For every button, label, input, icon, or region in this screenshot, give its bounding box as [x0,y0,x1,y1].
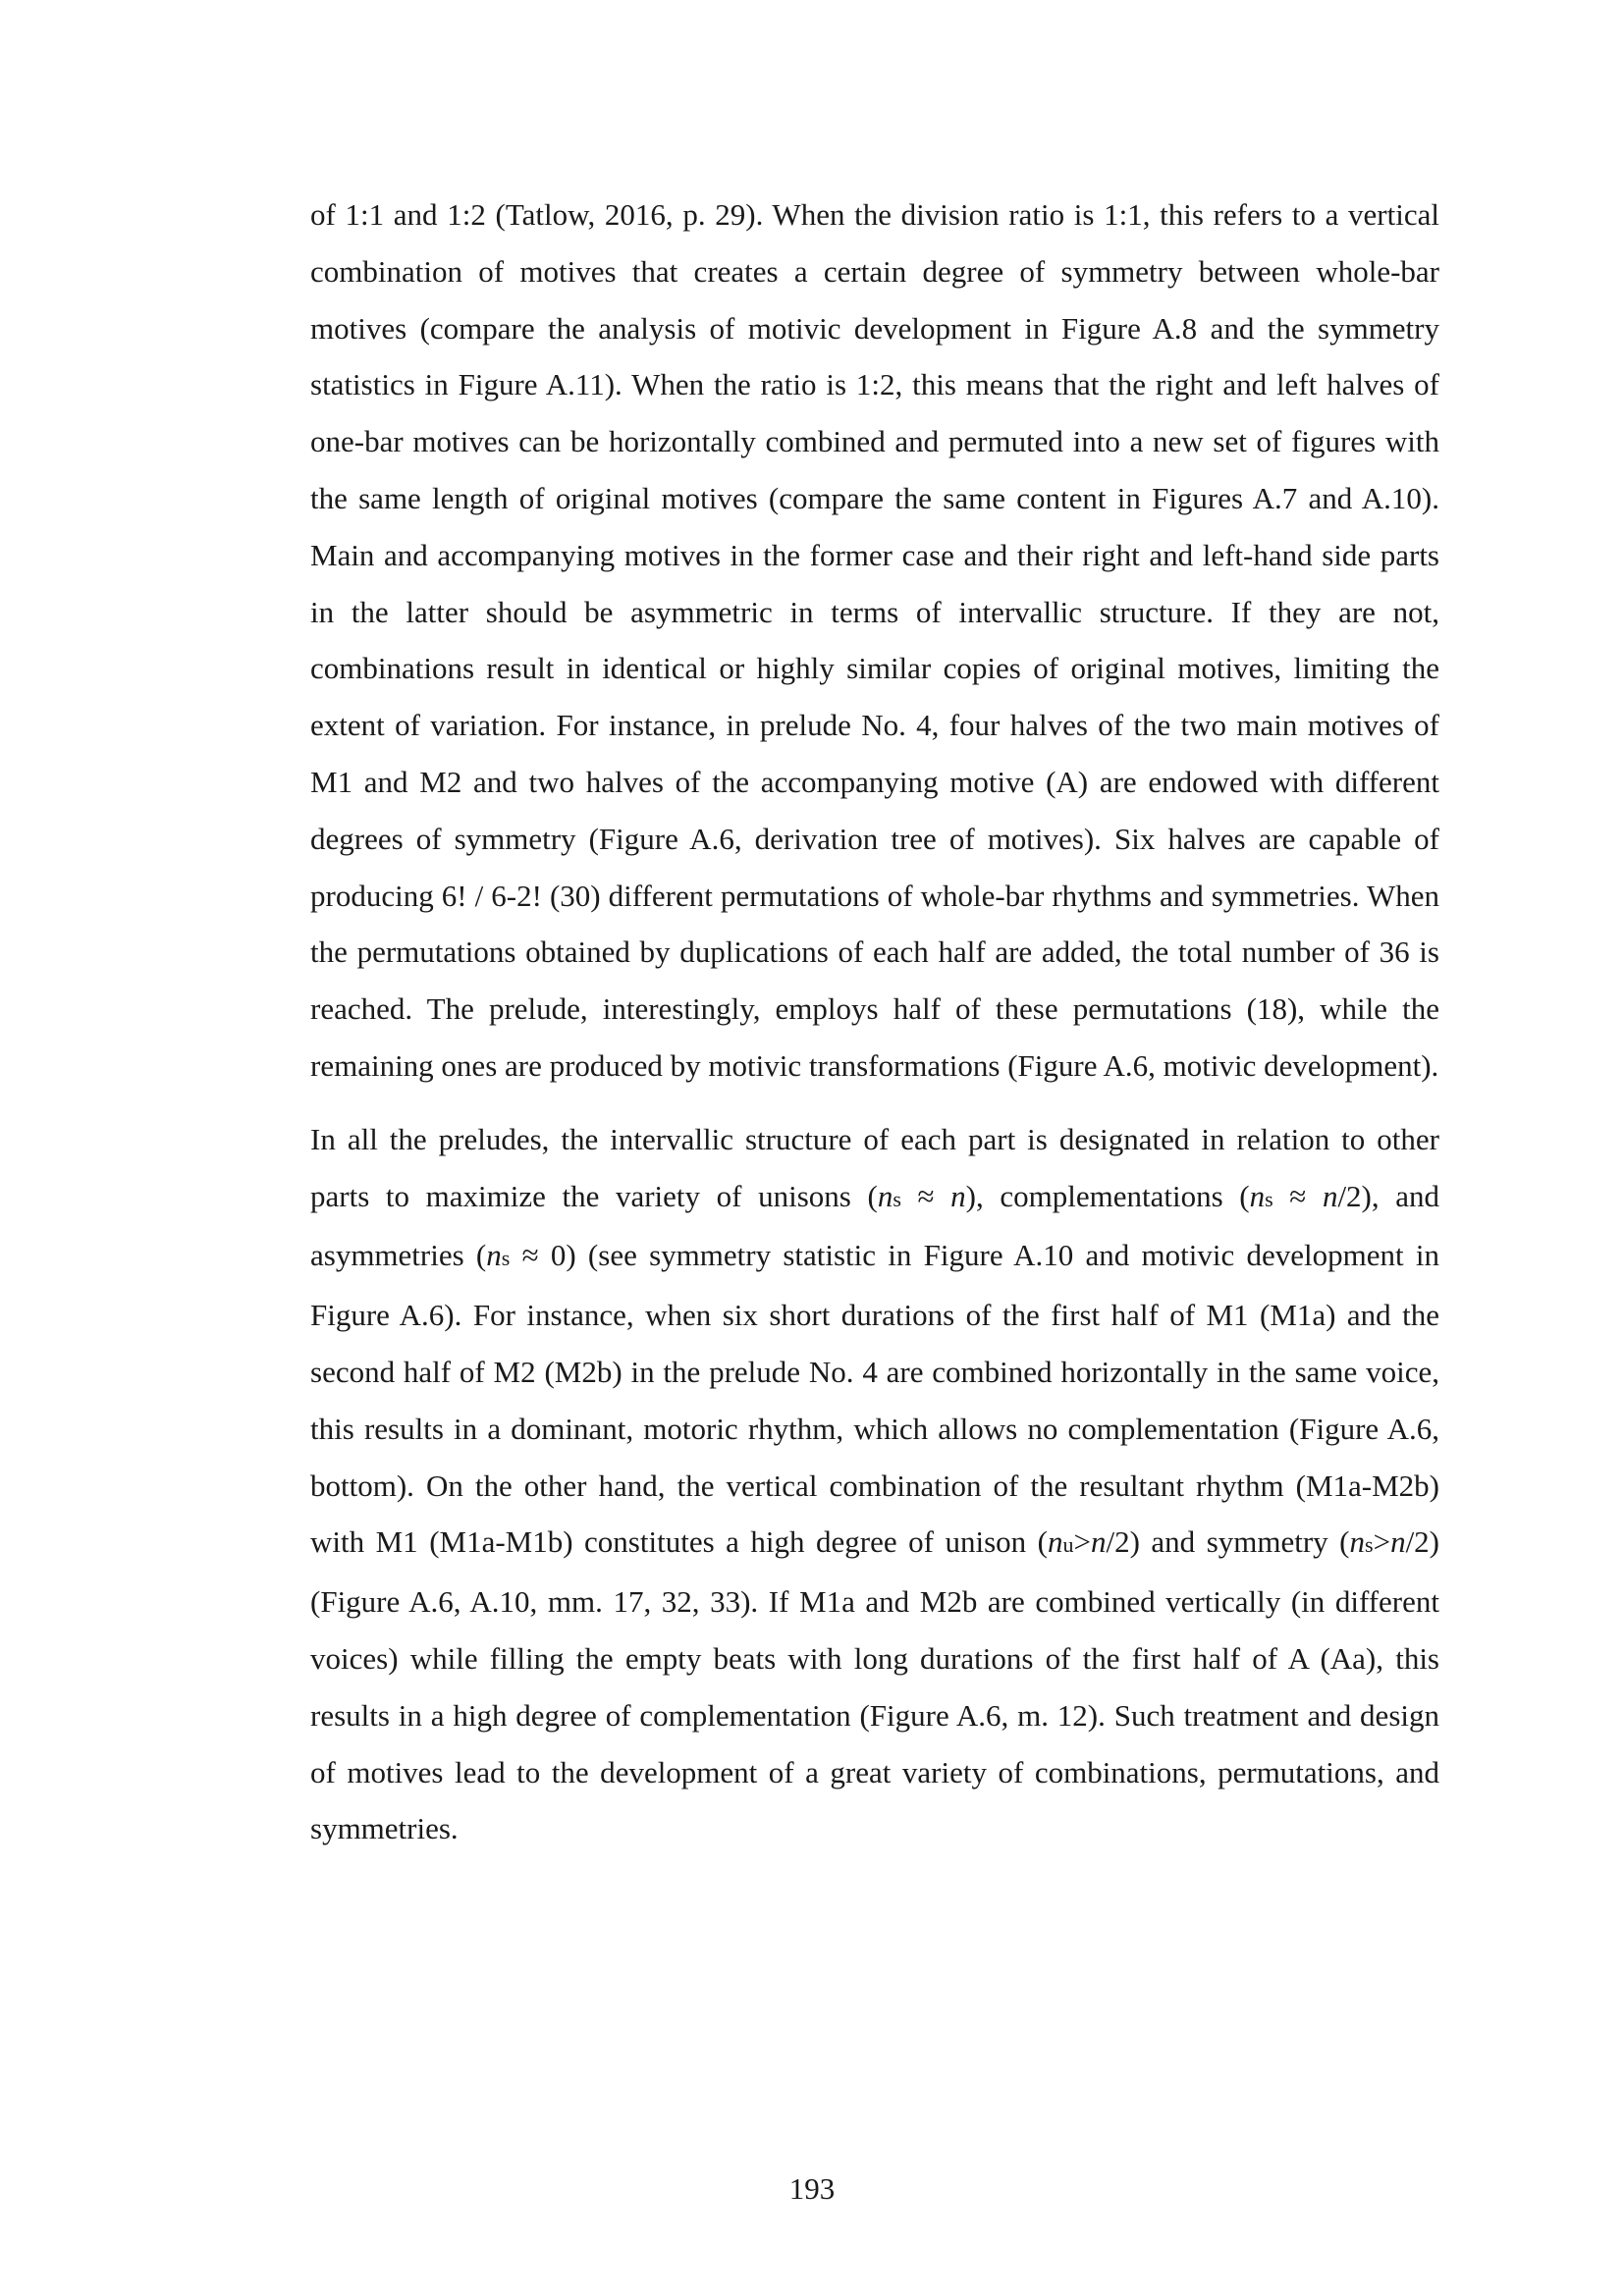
math-subscript: s [1265,1186,1273,1211]
text-run: ), complementations ( [965,1178,1250,1213]
body-paragraph-1: of 1:1 and 1:2 (Tatlow, 2016, p. 29). When the division ratio is 1:1, this refers to a vertical combination of motives that creates a certain degree of symmetry between whole-bar motives (compare the analysis of motivic development in Figure A.8 and the symmetry statistics in Figure A.11). When the ratio is 1:2, this means that the right and left halves of one-bar motives can be horizontally combined and permuted into a new set of figures with the same length of original motives (compare the same content in Figures A.7 and A.10). Main and accompanying motives in the former case and their right and left-hand side parts in the latter should be asymmetric in terms of intervallic structure. If they are not, combinations result in identical or highly similar copies of original motives, limiting the extent of variation. For instance, in prelude No. 4, four halves of the two main motives of M1 and M2 and two halves of the accompanying motive (A) are endowed with different degrees of symmetry (Figure A.6, derivation tree of motives). Six halves are capable of producing 6! / 6-2! (30) different permutations of whole-bar rhythms and symmetries. When the permutations obtained by duplications of each half are added, the total number of 36 is reached. The prelude, interestingly, employs half of these permutations (18), while the remaining ones are produced by motivic transformations (Figure A.6, motivic development). [310,197,1439,1083]
math-var: n [1090,1524,1107,1560]
math-var: n [1390,1524,1406,1560]
math-var: n [950,1178,966,1213]
text-run: > [1373,1524,1391,1560]
math-subscript: s [893,1186,901,1211]
math-subscript: s [501,1246,511,1271]
text-run: /2) and symmetry ( [1106,1524,1350,1560]
text-run: In all the preludes, the intervallic structure of each part is designated in relation to other parts to maximize the variety of unisons ( [310,1121,1439,1213]
math-subscript: s [1365,1532,1374,1558]
math-var: n [877,1178,893,1213]
math-var: n [1048,1524,1063,1560]
body-paragraph-2 [310,1111,1439,1857]
text-run: /2) (Figure A.6, A.10, mm. 17, 32, 33). If M1a and M2b are combined vertically (in different voices) while filling the empty beats with long durations of the first half of A (Aa), this results in a high degree of complementation (Figure A.6, m. 12). Such treatment and design of motives lead to the development of a great variety of combinations, permutations, and symmetries. [310,1524,1439,1846]
page-body [310,187,1439,1857]
text-run: ≈ [900,1178,951,1213]
text-run: /2), and asymmetries ( [310,1178,1440,1273]
math-var: n [486,1238,502,1273]
math-var: n [1249,1178,1266,1213]
text-run: > [1073,1524,1091,1560]
math-var: n [1322,1178,1338,1213]
text-run: ≈ [1272,1178,1323,1213]
page-number: 193 [788,2171,836,2206]
math-subscript: u [1062,1532,1074,1558]
math-var: n [1349,1524,1366,1560]
text-run: ≈ 0) (see symmetry statistic in Figure A.10 and motivic development in Figure A.6). For instance, when six short durations of the first half of M1 (M1a) and the second half of M2 (M2b) in the prelude No. 4 are combined horizontally in the same voice, this results in a dominant, motoric rhythm, which allows no complementation (Figure A.6, bottom). On the other hand, the vertical combination of the resultant rhythm (M1a-M2b) with M1 (M1a-M1b) constitutes a high degree of unison ( [310,1238,1439,1560]
